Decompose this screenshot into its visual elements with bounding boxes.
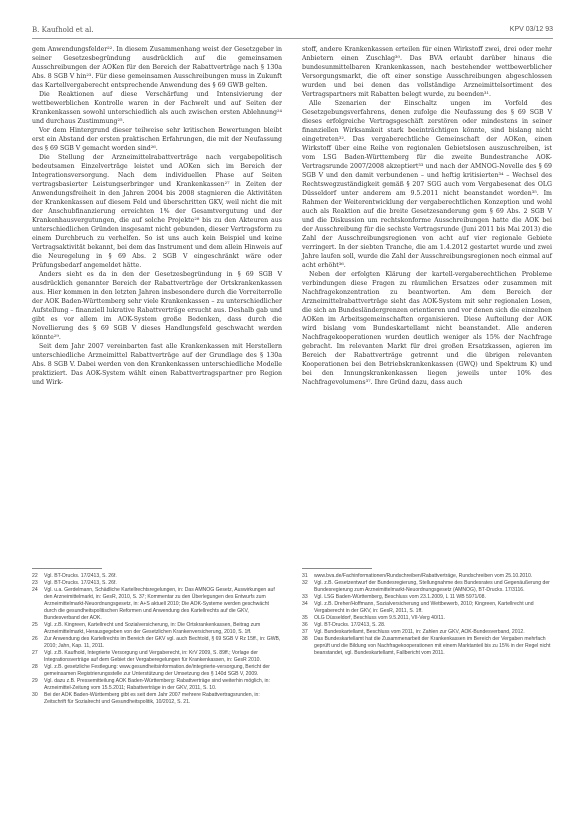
footnote-number: 26 (32, 636, 38, 642)
footnote-text: Vgl. z.B. Gesetzentwurf der Bundesregierung, Stellungnahme des Bundesrates und Gegenäußerung der Bundesregierung zum Arzneimittelmarkt-Neuordnungsgesetz (AMNOG), BT-Drucks. 17/3116. (314, 580, 550, 593)
footnote-separator (32, 568, 102, 569)
footnote (302, 629, 552, 636)
footnote-text: www.bva.de/Fachinformationen/Rundschreiben/Rabattverträge, Rundschreiben vom 25.10.2010. (314, 573, 533, 579)
footnote-number: 33 (302, 594, 308, 600)
footnote (302, 580, 552, 594)
footnote-number: 38 (302, 636, 308, 642)
footnotes-right (302, 573, 552, 657)
footnote-number: 29 (32, 678, 38, 684)
footnote (32, 678, 282, 692)
body-paragraph: Neben der erfolgten Klärung der kartell-vergaberechtlichen Probleme verbindungen diese Fragen zu räumlichen Ersatzes oder zusammen mit Nachfragekonzentration zu beantworten. Am dem Bereich der Arzneimittelrabattverträge sieht das AOK-System mit sehr regionalen Losen, die sich an Bundesländergrenzen orientieren und vor denen sich die einzelnen AOKen im Arbeitsgemeinschaften organisieren. Diese Aufteilung der AOK wird bislang vom Bundeskartellamt nicht beanstandet. Alle anderen Nachfragekooperationen wurden deutlich weniger als 15% der Nachfrage gebracht. Im relevanten Markt für drei großen Ersatzkassen, agieren im Bereich der Rabattverträge getrennt und die übrigen relevanten Kooperationen bei den Betriebskrankenkassen (GWQ) und Spektrum K) und bei den Innungskrankenkassen liegen jeweils unter 10% des Nachfragevolumens³⁷. Ihre Gründ dazu, dass auch (302, 271, 552, 386)
footnote (302, 615, 552, 622)
body-paragraph: Vor dem Hintergrund dieser teilweise sehr kritischen Bewertungen bleibt erst ein Abstand der ersten praktischen Erfahrungen, die mit der Neufassung des § 69 SGB V gemacht worden sind²⁶. (32, 127, 282, 152)
footnote-text: Vgl. BT-Drucks. 17/2413, S. 26f. (44, 573, 117, 579)
body-paragraph: stoff, andere Krankenkassen erteilen für einen Wirkstoff zwei, drei oder mehr Anbietern einen Zuschlag³⁰. Das BVA erlaubt darüber hinaus die bundesunmittelbaren Krankenkassen, nach bestehender wettbewerblicher Versorgungsmarkt, die oft einer sonstige Ausschreibungen abgeschlossen wurden und bei denen das vollständige Arzneimittelsortiment des Vertragspartners mit Rabatten belegt wurde, zu beenden³¹. (302, 46, 552, 98)
footnote-text: Bei der AOK Baden-Württemberg gibt es seit dem Jahr 2007 mehrere Rabattvertragsrunden, in: Zeitschrift für Sozialrecht und Gesundheitspolitik, 10/2012, S. 21. (44, 692, 260, 705)
footnote-text: Das Bundeskartellamt hat die Zusammenarbeit der Krankenkassen im Bereich der Vergaben mehrfach geprüft und die Bildung von Nachfragekooperationen mit einem Marktanteil bis zu 15% in der Regel nicht beanstandet, vgl. Bundeskartellamt, Fallbericht vom 2011. (314, 636, 551, 656)
footnote-text: Vgl. z.B. Kingreen, Kartellrecht und Sozialversicherung, in: Die Ortskrankenkassen, Beitrag zum Arzneimittelmarkt, Herausgegeben von der Gesetzlichen Krankenversicherung, 2010, S. 1ff. (44, 622, 261, 635)
footnote-text: Zur Anwendung des Kartellrechts im Bereich der GKV vgl. auch Bechtold, § 69 SGB V Rz 15ff., in: GWB, 2010; Jahn, Kap. 11, 2011. (44, 636, 281, 649)
header-authors: B. Kaufhold et al. (32, 26, 94, 34)
footnote-number: 31 (302, 573, 308, 579)
body-paragraph: Anders sieht es da in den der Gesetzesbegründung in § 69 SGB V ausdrücklich genannter Bereich der Rabattverträge der Ortskrankenkassen aus. Hier kommen in den letzten Jahren insbesondere durch die Vorreiterrolle der AOK Baden-Württemberg sehr viele Krankenkassen – zu unterschiedlicher Aufstellung – finanziell lukrative Rabattverträge ersucht aus. Deshalb gab und gibt es vor allem im AOK-System große Bedenken, dass durch die Novellierung des § 69 SGB V dieses Handlungsfeld geschwacht werden könnte²⁹. (32, 271, 282, 341)
footnote-text: Vgl. dazu z.B. Pressemitteilung AOK Baden-Württemberg: Rabattverträge sind weiterhin möglich, in: Arzneimittel-Zeitung vom 15.5.2011; Rabattverträge in der GKV, 2011, S. 10. (44, 678, 270, 691)
footnote-text: Vgl. u.a. Gerdelmann, Schädliche Kartellrechtsregelungen, in: Das AMNOG Gesetz, Auswirkungen auf den Arzneimittelmarkt, in: GesR, 2010, S. 37; Kommentar zu den Überlegungen des Entwurfs zum Arzneimittelmarkt-Neuordnungsgesetz, in: A+S aktuell 2010; Die AOK-Systeme werden geschwächt durch die gesundheitspolitischen Reformen und Anwendung des Kartellrechts auf die GKV, Bundesverband der AOK. (44, 587, 275, 621)
footnote-number: 24 (32, 587, 38, 593)
footnote-number: 35 (302, 615, 308, 621)
footnotes-left (32, 573, 282, 706)
running-header (32, 26, 553, 39)
footnote (32, 622, 282, 636)
body-paragraph: Die Stellung der Arzneimittelrabattverträge nach vergabepolitisch bedeutsamen Einzelverträge leistet und AOKen sich im Bereich der Integrationsversorgung. Nach dem individuellen Phase auf Seiten vertragsbasierter Leistungserbringer und Krankenkassen²⁷ in Zeiten der Anwendungsfreiheit in den Jahren 2004 bis 2008 stagnieren die Aktivitäten der Krankenkassen auf diesem Feld und überschritten GKV, weil nicht die mit der Anschubfinanzierung erreichten 1% der Gesamtvergutung und der Krankenhausvergutungen, die auf solche Projekte²⁸ bis zu den Akteuren aus unterschiedlichen Gründen insgesamt nicht gebunden, dieser Vertragsform zu einem Durchbruch zu verhelfen. So ist uns auch kein Beispiel und keine Vertragsaktivität bekannt, bei dem das Instrument und dem allein Hinweis auf die Neuregelung in § 69 Abs. 2 SGB V eingeschränkt wäre oder Prüfungsbedarf angemeldet hätte. (32, 154, 282, 269)
footnote (32, 636, 282, 650)
left-column (32, 45, 282, 387)
body-paragraph: Die Reaktionen auf diese Verschärfung und Intensivierung der wettbewerblichen Kontrolle waren in der Fachwelt und auf Seiten der Krankenkassen sowohl unterschiedlich als auch zwischen ersten Ablehnung²⁴ und durchaus Zustimmung²⁵. (32, 91, 282, 125)
body-paragraph: Seit dem Jahr 2007 vereinbarten fast alle Krankenkassen mit Herstellern unterschiedliche Arzneimittel Rabattverträge auf der Grundlage des § 130a Abs. 8 SGB V. Dabei werden von den Krankenkassen unterschiedliche Modelle praktiziert. Das AOK-System wählt einen Rabattvertragspartner pro Region und Wirk- (32, 343, 282, 386)
footnote (32, 650, 282, 664)
footnote (302, 622, 552, 629)
footnote-number: 23 (32, 580, 38, 586)
footnote (302, 594, 552, 601)
footnote-number: 30 (32, 692, 38, 698)
footnote (32, 692, 282, 706)
footnote (302, 636, 552, 657)
footnote-number: 34 (302, 601, 308, 607)
footnote (32, 580, 282, 587)
footnote-number: 32 (302, 580, 308, 586)
footnote-number: 22 (32, 573, 38, 579)
footnote-number: 36 (302, 622, 308, 628)
footnote-number: 27 (32, 650, 38, 656)
body-paragraph: Alle Szenarien der Einschaltz ungen im Vorfeld des Gesetzgebungsverfahrens, denen zufolge die Neufassung des § 69 SGB V dieses erfolgreiche Vertragsgeschäft zerstören oder mindestens in seiner finanziellen Wirksamkeit stark beeinträchtigen könnte, sind bislang nicht eingetreten³². Das vergaberechtliche Gemeinschaft der AOKen, einen Wirkstoff über eine Reihe von regionalen Gebietslosen auszuschreiben, ist vom LSG Baden-Württemberg für die zweite Bundestranche AOK-Vertragsrunde 2007/2008 akzeptiert³³ und nach der AMNOG-Novelle des § 69 SGB V und den damit verbundenen – und heftig kritisierten³⁴ – Wechsel des Rechtswegzuständigkeit gemäß § 207 SGG auch vom Vergabesenat des OLG Düsseldorf unter anderem am 9.5.2011 nicht beanstandet worden³⁵. Im Rahmen der Weiterentwicklung der vergaberechtlichen Konzeption und wohl auch als Reaktion auf die breite Gesetzesanderung gem § 69 Abs. 2 SGB V und die Diskussion um rechtskonforme Ausschreibungen hatte die AOK bei der Ausschreibung für die sechste Vertragsrunde (Juni 2011 bis Mai 2013) die Zahl der Ausschreibungsregionen von acht auf vier regionale Gebiete verringert. In der siebten Tranche, die am 1.4.2012 gestartet wurde und zwei Jahre laufen soll, wurde die Zahl der Ausschreibungsregionen noch einmal auf acht erhöht³⁶. (302, 100, 552, 269)
right-column (302, 45, 552, 387)
footnote (302, 573, 552, 580)
footnote-text: Vgl. BT-Drucks. 17/2413, S. 28. (314, 622, 386, 628)
footnote-number: 37 (302, 629, 308, 635)
header-journal-page: KPV 03/12 93 (509, 26, 553, 33)
footnote-text: Vgl. LSG Baden-Württemberg, Beschluss vom 23.1.2009, L 11 WB 5971/08. (314, 594, 486, 600)
footnote-text: OLG Düsseldorf, Beschluss vom 9.5.2011, VII-Verg 40/11. (314, 615, 445, 621)
footnote-number: 28 (32, 664, 38, 670)
footnote-text: Vgl. BT-Drucks. 17/2413, S. 26f. (44, 580, 117, 586)
footnote-text: Vgl. Bundeskartellamt, Beschluss vom 2011, in: Zahlen zur GKV, AOK-Bundesverband, 2012. (314, 629, 525, 635)
footnote-separator (302, 568, 372, 569)
footnote (32, 664, 282, 678)
footnote-text: Vgl. z.B. Kaufhold, Integrierte Versorgung und Vergaberecht, in: KrV 2009, S. 89ff.; Vorlage der Integrationsverträge auf dem Gebiet der Vergaberegelungen für Krankenkassen, in: GesR 2010. (44, 650, 261, 663)
footnote-text: Vgl. z.B. gesetzliche Festlegung: www.gesundheitsinformation.de/integrierte-versorgung, Bericht der gemeinsamen Registrierungsstelle zur Unterstützung der Umsetzung des § 140d SGB V, 2009. (44, 664, 270, 677)
footnote-text: Vgl. z.B. Dreher/Hoffmann, Sozialversicherung und Wettbewerb, 2010; Kingreen, Kartellrecht und Vergaberecht in der GKV, in: GesR, 2011, S. 1ff. (314, 601, 534, 614)
body-paragraph: gem Anwendungsfelder²². In diesem Zusammenhang weist der Gesetzgeber in seiner Gesetzesbegründung ausdrücklich auf die gemeinsamen Ausschreibungen der AOKen für den Bereich der Rabattverträge nach § 130a Abs. 8 SGB V hin²³. Für diese gemeinsamen Ausschreibungen muss in Zukunft das Kartellvergaberecht entsprechende Anwendung des § 69 GWB gelten. (32, 46, 282, 89)
footnote (32, 587, 282, 622)
footnote-number: 25 (32, 622, 38, 628)
footnote (302, 601, 552, 615)
footnote (32, 573, 282, 580)
